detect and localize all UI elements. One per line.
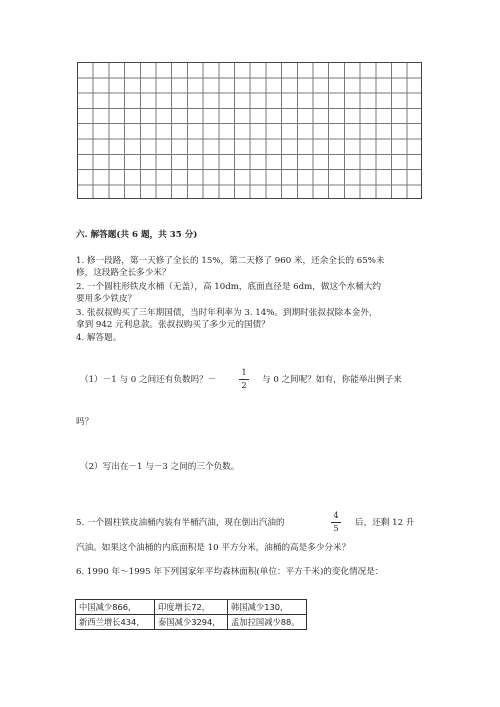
forest-area-table — [75, 599, 307, 630]
question-4-part2: （2）写出在－1 与－3 之间的三个负数。 — [80, 462, 240, 472]
table-cell: 韩国减少130， — [228, 600, 307, 615]
question-2-line1: 2. 一个圆柱形铁皮水桶（无盖），高 10dm，底面直径是 6dm，做这个水桶大约 — [76, 282, 382, 292]
fraction-denominator: 5 — [333, 524, 339, 533]
question-4-title: 4. 解答题。 — [76, 333, 122, 343]
question-3-line1: 3. 张叔叔购买了三年期国债，当时年利率为 3. 14%。到期时张叔叔除本金外， — [76, 308, 378, 318]
fraction-numerator: 4 — [333, 511, 339, 520]
question-2-line2: 要用多少铁皮？ — [76, 294, 137, 304]
question-6-text: 6. 1990 年～1995 年下列国家年平均森林面积(单位：平方千米)的变化情况是： — [76, 567, 384, 577]
question-5-line2: 汽油。如果这个油桶的内底面积是 10 平方分米，油桶的高是多少分米？ — [76, 543, 351, 553]
table-cell: 印度增长72， — [155, 600, 228, 615]
fraction-numerator: 1 — [241, 368, 247, 377]
fraction-one-half — [239, 368, 249, 391]
table-row — [76, 600, 307, 615]
fraction-four-fifths — [331, 511, 341, 534]
question-5-b: 后，还剩 12 升 — [355, 518, 415, 528]
question-4-part1-b: 与 0 之间呢？如有，你能举出例子来 — [262, 375, 402, 385]
table-cell: 泰国减少3294， — [155, 615, 228, 630]
question-1-line2: 修，这段路全长多少米？ — [76, 268, 171, 278]
table-row — [76, 615, 307, 630]
question-1-line1: 1. 修一段路，第一天修了全长的 15%，第二天修了 960 米，还余全长的 65%未 — [76, 256, 385, 266]
fraction-denominator: 2 — [241, 381, 247, 390]
table-cell: 新西兰增长434， — [76, 615, 155, 630]
writing-grid — [77, 62, 422, 199]
fraction-bar — [331, 522, 341, 523]
section-title: 六. 解答题(共 6 题，共 35 分) — [76, 230, 198, 240]
question-3-line2: 拿到 942 元利息款。张叔叔购买了多少元的国债？ — [76, 320, 270, 330]
table-cell: 中国减少866， — [76, 600, 155, 615]
table-cell: 孟加拉国减少88。 — [228, 615, 307, 630]
question-4-part1-a: （1）－1 与 0 之间还有负数吗？－ — [80, 375, 217, 385]
question-5-a: 5. 一个圆柱铁皮油桶内装有半桶汽油，现在倒出汽油的 — [76, 518, 285, 528]
question-4-part1-c: 吗？ — [76, 417, 94, 427]
fraction-bar — [239, 379, 249, 380]
